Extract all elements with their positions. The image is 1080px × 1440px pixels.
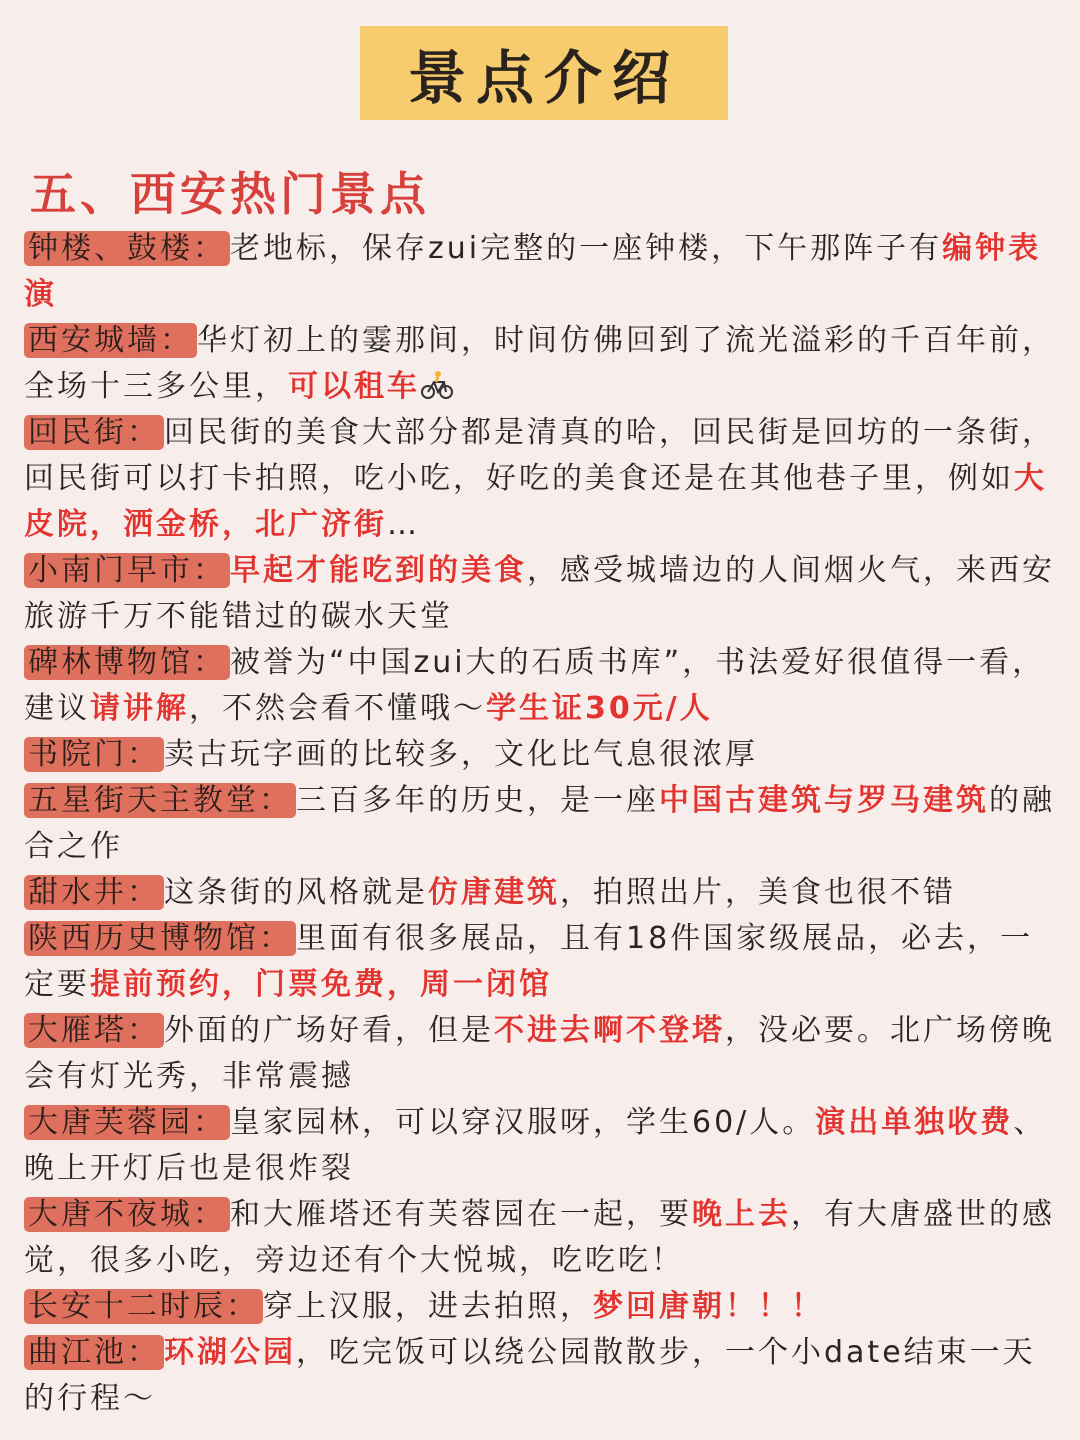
attraction-text: 里面有很多展品，且有18件国家级展品，必去，一定要: [24, 921, 1034, 1002]
attraction-highlight: 学生证30元/人: [486, 691, 713, 726]
attraction-name: 回民街：: [24, 415, 164, 450]
attraction-text: ，没必要。北广场傍晚会有灯光秀，非常震撼: [24, 1013, 1055, 1094]
title-banner: [360, 26, 728, 120]
attraction-entry: [24, 778, 1060, 870]
attraction-entry: [24, 916, 1060, 1008]
attraction-name: 书院门：: [24, 737, 164, 772]
attraction-text: 三百多年的历史，是一座: [296, 783, 659, 818]
attraction-list: [24, 226, 1060, 1422]
attraction-entry: [24, 732, 1060, 778]
attraction-name: 西安城墙：: [24, 323, 197, 358]
attraction-highlight: 环湖公园: [164, 1335, 296, 1370]
attraction-entry: [24, 226, 1060, 318]
attraction-text: 外面的广场好看，但是: [164, 1013, 494, 1048]
attraction-text: ，不然会看不懂哦～: [189, 691, 486, 726]
attraction-highlight: 可以租车: [288, 369, 420, 404]
attraction-name: 大雁塔：: [24, 1013, 164, 1048]
attraction-highlight: 提前预约，门票免费，周一闭馆: [90, 967, 552, 1002]
attraction-entry: [24, 410, 1060, 548]
attraction-text: 卖古玩字画的比较多，文化比气息很浓厚: [164, 737, 758, 772]
attraction-highlight: 演出单独收费: [815, 1105, 1014, 1140]
attraction-entry: [24, 640, 1060, 732]
attraction-entry: [24, 1008, 1060, 1100]
attraction-text: …: [387, 507, 420, 542]
attraction-text: 华灯初上的霎那间，时间仿佛回到了流光溢彩的千百年前，全场十三多公里，: [24, 323, 1055, 404]
bicycle-icon: [420, 368, 454, 398]
attraction-entry: [24, 1284, 1060, 1330]
attraction-text: ，有大唐盛世的感觉，很多小吃，旁边还有个大悦城，吃吃吃！: [24, 1197, 1055, 1278]
attraction-highlight: 仿唐建筑: [428, 875, 560, 910]
attraction-highlight: 早起才能吃到的美食: [230, 553, 527, 588]
attraction-text: 回民街的美食大部分都是清真的哈，回民街是回坊的一条街，回民街可以打卡拍照，吃小吃，好吃的美食还是在其他巷子里，例如: [24, 415, 1055, 496]
attraction-text: 这条街的风格就是: [164, 875, 428, 910]
attraction-text: ，拍照出片，美食也很不错: [560, 875, 956, 910]
attraction-name: 碑林博物馆：: [24, 645, 230, 680]
attraction-text: ，感受城墙边的人间烟火气，来西安旅游千万不能错过的碳水天堂: [24, 553, 1055, 634]
attraction-highlight: 晚上去: [692, 1197, 791, 1232]
attraction-name: 大唐芙蓉园：: [24, 1105, 230, 1140]
attraction-entry: [24, 548, 1060, 640]
attraction-highlight: 编钟表演: [24, 231, 1042, 312]
section-heading: 五、西安热门景点: [30, 167, 430, 221]
attraction-highlight: 中国古建筑与罗马建筑: [659, 783, 989, 818]
attraction-highlight: 请讲解: [90, 691, 189, 726]
attraction-name: 五星街天主教堂：: [24, 783, 296, 818]
attraction-highlight: 梦回唐朝！！！: [593, 1289, 824, 1324]
page-title: 景点介绍: [407, 44, 680, 112]
attraction-text: ，吃完饭可以绕公园散散步，一个小date结束一天的行程～: [24, 1335, 1036, 1416]
attraction-text: 穿上汉服，进去拍照，: [263, 1289, 593, 1324]
attraction-name: 甜水井：: [24, 875, 164, 910]
attraction-entry: [24, 1192, 1060, 1284]
attraction-entry: [24, 1100, 1060, 1192]
attraction-text: 、晚上开灯后也是很炸裂: [24, 1105, 1047, 1186]
attraction-name: 曲江池：: [24, 1335, 164, 1370]
attraction-highlight: 不进去啊不登塔: [494, 1013, 725, 1048]
attraction-name: 陕西历史博物馆：: [24, 921, 296, 956]
attraction-text: 老地标，保存zui完整的一座钟楼，下午那阵子有: [230, 231, 943, 266]
attraction-text: 的融合之作: [24, 783, 1055, 864]
attraction-name: 长安十二时辰：: [24, 1289, 263, 1324]
attraction-name: 钟楼、鼓楼：: [24, 231, 230, 266]
attraction-entry: [24, 1330, 1060, 1422]
attraction-name: 大唐不夜城：: [24, 1197, 230, 1232]
attraction-highlight: 大皮院，洒金桥，北广济街: [24, 461, 1047, 542]
attraction-text: 和大雁塔还有芙蓉园在一起，要: [230, 1197, 692, 1232]
attraction-text: 皇家园林，可以穿汉服呀，学生60/人。: [230, 1105, 816, 1140]
attraction-entry: [24, 870, 1060, 916]
attraction-text: 被誉为“中国zui大的石质书库”，书法爱好很值得一看，建议: [24, 645, 1046, 726]
attraction-name: 小南门早市：: [24, 553, 230, 588]
attraction-entry: [24, 318, 1060, 410]
